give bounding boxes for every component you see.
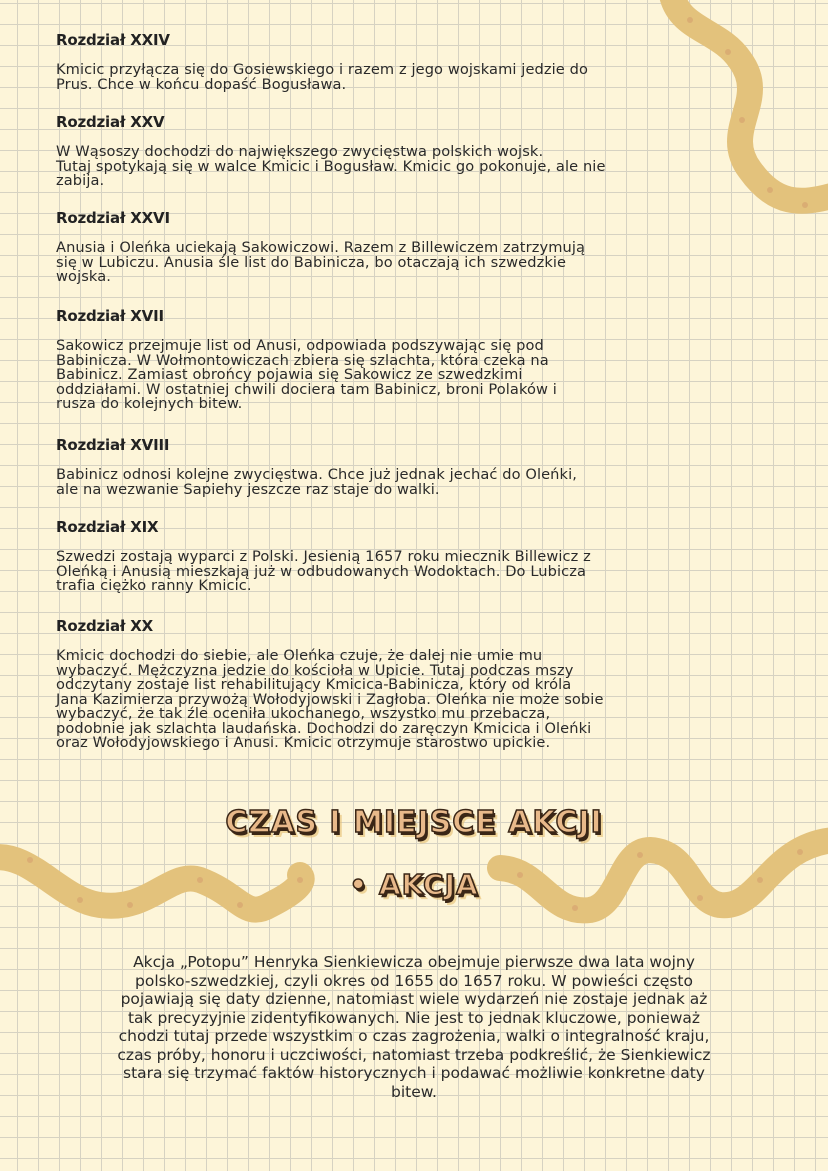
chapter-heading: Rozdział XXIV <box>56 31 170 49</box>
chapter-xviii <box>56 436 756 497</box>
chapter-heading: Rozdział XIX <box>56 518 159 536</box>
chapter-text: Szwedzi zostają wyparci z Polski. Jesienią 1657 roku miecznik Billewicz z Oleńką i Anusią mieszkają już w odbudowanych Wodoktach. Do Lubicza trafia ciężko ranny Kmicic. <box>56 548 591 594</box>
chapter-xvii <box>56 307 756 412</box>
akcja-paragraph: Akcja „Potopu” Henryka Sienkiewicza obejmuje pierwsze dwa lata wojny polsko-szwedzkiej, czyli okres od 1655 do 1657 roku. W powieści często pojawiają się daty dzienne, natomiast wiele wydarzeń nie zostaje jednak aż tak precyzyjnie zidentyfikowanych. Nie jest to jednak kluczowe, ponieważ chodzi tutaj przede wszystkim o czas zagrożenia, walki o integralność kraju, czas próby, honoru i uczciwości, natomiast trzeba podkreślić, że Sienkiewicz stara się trzymać faktów historycznych i podawać możliwie konkretne daty bitew. <box>117 953 711 1101</box>
chapter-xx <box>56 617 756 751</box>
chapter-heading: Rozdział XX <box>56 617 154 635</box>
chapter-text: Kmicic przyłącza się do Gosiewskiego i razem z jego wojskami jedzie do Prus. Chce w końcu dopaść Bogusława. <box>56 61 589 93</box>
chapter-xxv <box>56 113 756 189</box>
chapter-text: Sakowicz przejmuje list od Anusi, odpowiada podszywając się pod Babinicza. W Wołmontowiczach zbiera się szlachta, która czeka na Babinicz. Zamiast obrońcy pojawia się Sakowicz ze szwedzkimi oddziałami. W ostatniej chwili dociera tam Babinicz, broni Polaków i rusza do kolejnych bitew. <box>56 337 557 412</box>
chapter-xxiv <box>56 31 756 92</box>
chapter-text: Babinicz odnosi kolejne zwycięstwa. Chce już jednak jechać do Oleńki, ale na wezwanie Sapiehy jeszcze raz staje do walki. <box>56 466 577 498</box>
chapter-xxvi <box>56 209 756 285</box>
chapter-heading: Rozdział XXVI <box>56 209 170 227</box>
chapter-text: Anusia i Oleńka uciekają Sakowiczowi. Razem z Billewiczem zatrzymują się w Lubiczu. Anusia śle list do Babinicza, bo otaczają ich szwedzkie wojska. <box>56 239 586 285</box>
chapter-heading: Rozdział XVII <box>56 307 164 325</box>
section-title: CZAS I MIEJSCE AKCJI <box>225 805 603 840</box>
chapter-xix <box>56 518 756 594</box>
chapter-text: W Wąsoszy dochodzi do największego zwycięstwa polskich wojsk. Tutaj spotykają się w walce Kmicic i Bogusław. Kmicic go pokonuje, ale nie zabija. <box>56 143 606 189</box>
subsection-title: • AKCJA <box>349 868 479 901</box>
chapter-heading: Rozdział XVIII <box>56 436 170 454</box>
chapter-text: Kmicic dochodzi do siebie, ale Oleńka czuje, że dalej nie umie mu wybaczyć. Mężczyzna jedzie do kościoła w Upicie. Tutaj podczas mszy odczytany zostaje list rehabilitujący Kmicica-Babinicza, który od króla Jana Kazimierza przywożą Wołodyjowski i Zagłoba. Oleńka nie może sobie wybaczyć, że tak źle oceniła ukochanego, wszystko mu przebacza, podobnie jak szlachta laudańska. Dochodzi do zaręczyn Kmicica i Oleńki oraz Wołodyjowskiego i Anusi. Kmicic otrzymuje starostwo upickie. <box>56 647 604 751</box>
chapter-heading: Rozdział XXV <box>56 113 165 131</box>
